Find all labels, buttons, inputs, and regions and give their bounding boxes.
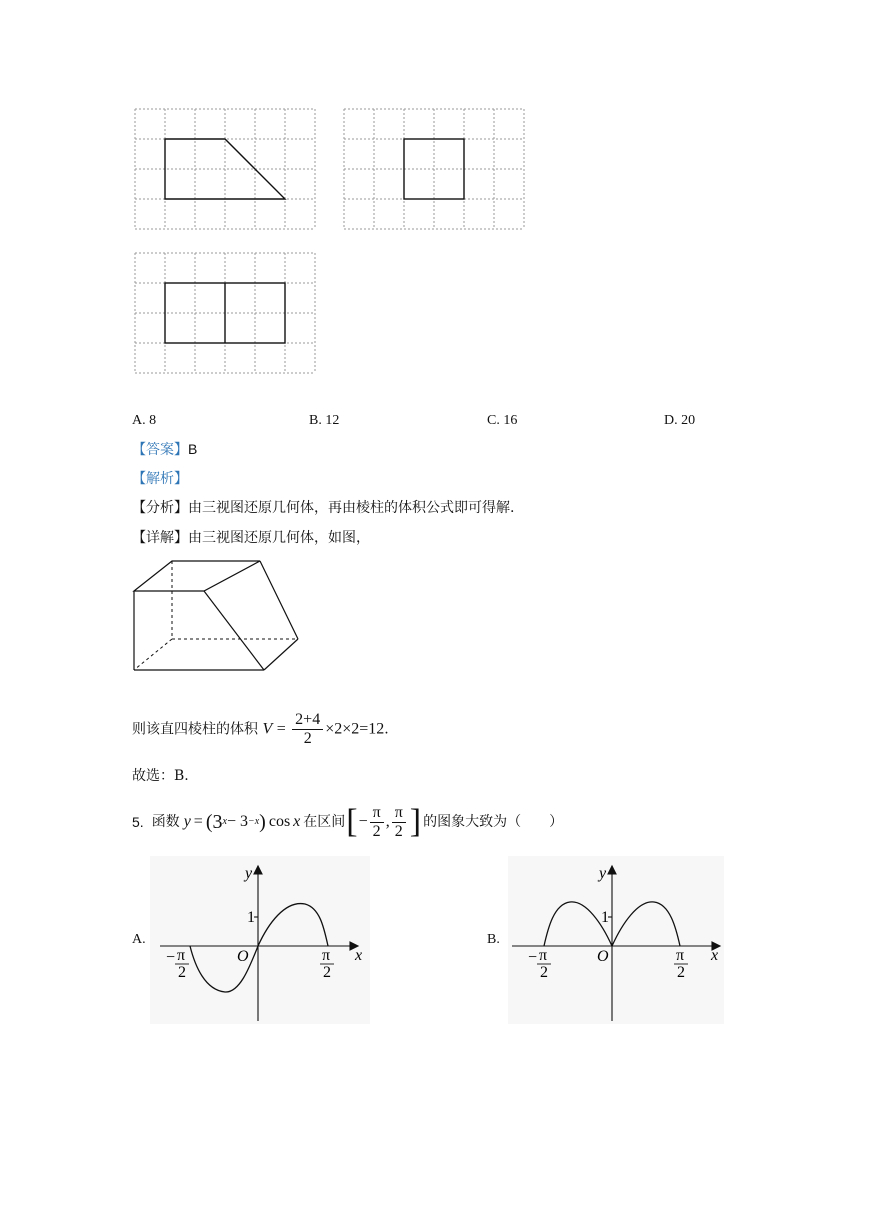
q5-paren-close: ) (259, 811, 266, 833)
graph-b-one: 1 (601, 909, 609, 926)
q5-eq: = (193, 813, 203, 830)
answer-label: 【答案】 (132, 442, 188, 458)
graph-a-pos-pi: π (322, 947, 331, 964)
graph-a-x-label: x (355, 947, 363, 964)
xiangjie-label: 【详解】 (132, 530, 188, 546)
q5-bracket-open: [ (346, 803, 358, 840)
fenxi-label: 【分析】 (132, 500, 188, 516)
xiangjie-line (132, 529, 370, 547)
graph-a-pos-two: 2 (323, 964, 331, 981)
volume-var: V (262, 720, 273, 738)
q5-sup2: −x (247, 816, 260, 827)
volume-num: 2+4 (292, 711, 323, 730)
volume-prefix: 则该直四棱柱的体积 (132, 721, 258, 738)
graph-a (150, 856, 370, 1024)
q5-tail: 的图象大致为（ ） (423, 814, 564, 830)
q5-number: 5. (132, 814, 144, 830)
graph-b-x-label: x (711, 947, 719, 964)
top-view-grid (134, 252, 316, 374)
graph-a-y-label: y (245, 865, 253, 882)
q5-cos: cos (268, 813, 291, 830)
q5-lead: 函数 (151, 814, 180, 830)
q5-neg: − (358, 813, 368, 830)
answer-value: B (188, 441, 198, 457)
option-b: B. 12 (309, 413, 340, 428)
option-d: D. 20 (664, 413, 696, 428)
prism-figure (130, 556, 305, 676)
question-5 (132, 801, 563, 843)
volume-line (132, 711, 389, 748)
graph-a-neg: − (166, 949, 176, 966)
volume-eq: = (276, 720, 286, 738)
fenxi-line (132, 499, 514, 517)
q5-frac2 (392, 804, 406, 841)
q5-frac2-den: 2 (394, 822, 403, 840)
volume-den: 2 (303, 730, 312, 747)
q5-frac1 (370, 804, 384, 841)
q5-frac2-num: π (392, 804, 406, 823)
graph-b-pos-pi: π (676, 947, 685, 964)
analysis-heading: 【解析】 (132, 471, 188, 487)
graph-a-one: 1 (247, 909, 255, 926)
q5-sup1: x (222, 816, 227, 827)
answer-line (132, 440, 197, 459)
conclusion: 故选：B. (132, 768, 189, 784)
graph-b-neg-pi: π (539, 947, 548, 964)
fenxi-text: 由三视图还原几何体，再由棱柱的体积公式即可得解. (188, 500, 515, 516)
q5-x: x (293, 813, 301, 830)
graph-b-origin: O (597, 948, 609, 965)
volume-tail: ×2×2=12 (325, 720, 385, 738)
volume-fraction (292, 711, 323, 748)
q5-y: y (183, 813, 191, 830)
graph-b-y-label: y (599, 865, 607, 882)
q5-frac1-den: 2 (372, 822, 381, 840)
graph-b-neg: − (528, 949, 538, 966)
q5-minus: − 3 (226, 813, 248, 830)
graph-a-neg-two: 2 (178, 964, 186, 981)
graph-a-neg-pi: π (177, 947, 186, 964)
option-a: A. 8 (132, 413, 157, 428)
q5-paren-open: (3 (205, 811, 223, 833)
graph-a-option: A. (132, 932, 146, 947)
front-view-grid (134, 108, 316, 230)
graph-b-option: B. (487, 932, 500, 947)
q5-bracket-close: ] (409, 803, 422, 840)
graph-b-neg-two: 2 (540, 964, 548, 981)
q5-comma: , (385, 813, 390, 830)
xiangjie-text: 由三视图还原几何体，如图， (188, 530, 370, 546)
volume-end: . (384, 721, 389, 738)
graph-a-origin: O (237, 948, 249, 965)
graph-b (508, 856, 724, 1024)
graph-b-pos-two: 2 (677, 964, 685, 981)
side-view-grid (343, 108, 525, 230)
q5-mid: 在区间 (303, 814, 346, 830)
option-c: C. 16 (487, 413, 518, 428)
q5-frac1-num: π (370, 804, 384, 823)
